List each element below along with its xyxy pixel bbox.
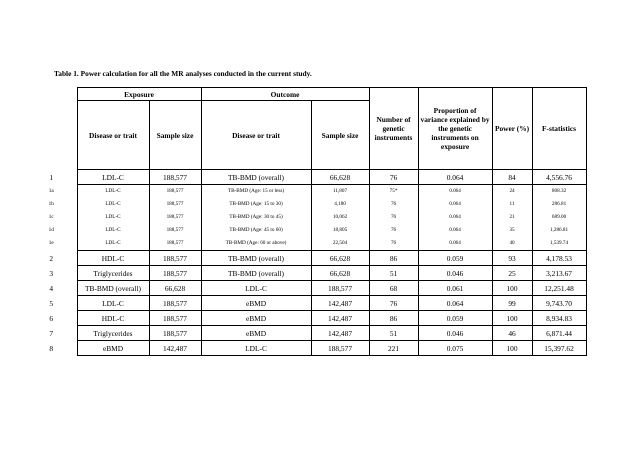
proportion-variance: 0.064 xyxy=(418,170,492,185)
table-caption: Table 1. Power calculation for all the MR analyses conducted in the current study. xyxy=(54,69,312,78)
f-statistic: 1,286.81 xyxy=(532,224,586,237)
header-f-statistics: F-statistics xyxy=(532,88,586,170)
proportion-variance: 0.059 xyxy=(418,251,492,266)
number-of-instruments: 76 xyxy=(369,224,418,237)
outcome-trait: TB-BMD (overall) xyxy=(201,251,311,266)
proportion-variance: 0.046 xyxy=(418,266,492,281)
f-statistic: 12,251.48 xyxy=(532,281,586,296)
exposure-sample-size: 66,628 xyxy=(149,281,201,296)
exposure-trait: LDL-C xyxy=(77,211,149,224)
exposure-trait: LDL-C xyxy=(77,296,149,311)
number-of-instruments: 76 xyxy=(369,211,418,224)
outcome-sample-size: 66,628 xyxy=(311,170,369,185)
proportion-variance: 0.064 xyxy=(418,211,492,224)
number-of-instruments: 68 xyxy=(369,281,418,296)
header-outcome: Outcome xyxy=(201,88,369,101)
outcome-sample-size: 22,504 xyxy=(311,237,369,251)
header-row-groups xyxy=(26,88,586,101)
proportion-variance: 0.061 xyxy=(418,281,492,296)
row-id: 5 xyxy=(26,296,77,311)
power-value: 24 xyxy=(492,185,532,199)
header-exposure-trait: Disease or trait xyxy=(77,101,149,170)
outcome-trait: LDL-C xyxy=(201,341,311,356)
exposure-trait: LDL-C xyxy=(77,224,149,237)
table-row xyxy=(26,266,586,281)
f-statistic: 4,178.53 xyxy=(532,251,586,266)
table-body xyxy=(26,170,586,356)
outcome-trait: TB-BMD (overall) xyxy=(201,170,311,185)
outcome-trait: TB-BMD (overall) xyxy=(201,266,311,281)
exposure-trait: LDL-C xyxy=(77,185,149,199)
row-id: 1b xyxy=(48,201,54,207)
f-statistic: 286.81 xyxy=(532,198,586,211)
exposure-sample-size: 188,577 xyxy=(149,251,201,266)
exposure-sample-size: 188,577 xyxy=(149,185,201,199)
proportion-variance: 0.064 xyxy=(418,224,492,237)
f-statistic: 689.00 xyxy=(532,211,586,224)
f-statistic: 9,743.70 xyxy=(532,296,586,311)
table-row xyxy=(26,296,586,311)
header-outcome-trait: Disease or trait xyxy=(201,101,311,170)
outcome-sample-size: 142,487 xyxy=(311,296,369,311)
header-proportion-variance: Proportion of variance explained by the genetic instruments on exposure xyxy=(418,88,492,170)
row-id: 2 xyxy=(26,251,77,266)
f-statistic: 8,934.83 xyxy=(532,311,586,326)
outcome-trait: TB-BMD (Age: 45 to 60) xyxy=(201,224,311,237)
f-statistic: 4,556.76 xyxy=(532,170,586,185)
f-statistic: 3,213.67 xyxy=(532,266,586,281)
table-row xyxy=(26,198,586,211)
row-id: 3 xyxy=(26,266,77,281)
power-value: 21 xyxy=(492,211,532,224)
outcome-sample-size: 10,062 xyxy=(311,211,369,224)
exposure-sample-size: 188,577 xyxy=(149,170,201,185)
exposure-trait: HDL-C xyxy=(77,251,149,266)
row-id: 1 xyxy=(26,170,77,185)
proportion-variance: 0.064 xyxy=(418,237,492,251)
header-exposure: Exposure xyxy=(77,88,201,101)
table-row xyxy=(26,326,586,341)
header-exposure-sample-size: Sample size xyxy=(149,101,201,170)
number-of-instruments: 86 xyxy=(369,251,418,266)
outcome-sample-size: 142,487 xyxy=(311,311,369,326)
f-statistic: 15,397.62 xyxy=(532,341,586,356)
exposure-sample-size: 188,577 xyxy=(149,266,201,281)
outcome-sample-size: 66,628 xyxy=(311,251,369,266)
power-value: 100 xyxy=(492,281,532,296)
outcome-trait: TB-BMD (Age: 30 to 45) xyxy=(201,211,311,224)
outcome-sample-size: 18,805 xyxy=(311,224,369,237)
power-value: 99 xyxy=(492,296,532,311)
outcome-sample-size: 188,577 xyxy=(311,341,369,356)
table-row xyxy=(26,224,586,237)
exposure-sample-size: 188,577 xyxy=(149,326,201,341)
number-of-instruments: 51 xyxy=(369,266,418,281)
outcome-trait: eBMD xyxy=(201,311,311,326)
outcome-sample-size: 4,180 xyxy=(311,198,369,211)
outcome-trait: eBMD xyxy=(201,296,311,311)
power-value: 100 xyxy=(492,311,532,326)
header-number-of-instruments: Number of genetic instruments xyxy=(369,88,418,170)
number-of-instruments: 76 xyxy=(369,237,418,251)
exposure-trait: TB-BMD (overall) xyxy=(77,281,149,296)
proportion-variance: 0.064 xyxy=(418,296,492,311)
outcome-trait: LDL-C xyxy=(201,281,311,296)
outcome-sample-size: 142,487 xyxy=(311,326,369,341)
proportion-variance: 0.075 xyxy=(418,341,492,356)
power-value: 93 xyxy=(492,251,532,266)
table-row xyxy=(26,185,586,199)
f-statistic: 1,539.74 xyxy=(532,237,586,251)
number-of-instruments: 51 xyxy=(369,326,418,341)
power-value: 40 xyxy=(492,237,532,251)
header-power: Power (%) xyxy=(492,88,532,170)
number-of-instruments: 75* xyxy=(369,185,418,199)
row-id: 8 xyxy=(26,341,77,356)
row-id: 1c xyxy=(48,214,54,220)
exposure-trait: HDL-C xyxy=(77,311,149,326)
exposure-trait: Triglycerides xyxy=(77,266,149,281)
power-value: 100 xyxy=(492,341,532,356)
proportion-variance: 0.059 xyxy=(418,311,492,326)
exposure-sample-size: 142,487 xyxy=(149,341,201,356)
outcome-sample-size: 66,628 xyxy=(311,266,369,281)
exposure-trait: LDL-C xyxy=(77,198,149,211)
header-blank xyxy=(26,88,77,170)
number-of-instruments: 76 xyxy=(369,170,418,185)
table-row xyxy=(26,211,586,224)
power-value: 25 xyxy=(492,266,532,281)
proportion-variance: 0.046 xyxy=(418,326,492,341)
exposure-sample-size: 188,577 xyxy=(149,237,201,251)
outcome-sample-size: 188,577 xyxy=(311,281,369,296)
number-of-instruments: 221 xyxy=(369,341,418,356)
outcome-sample-size: 11,807 xyxy=(311,185,369,199)
exposure-trait: LDL-C xyxy=(77,237,149,251)
exposure-sample-size: 188,577 xyxy=(149,198,201,211)
table-row xyxy=(26,281,586,296)
table-row xyxy=(26,251,586,266)
table-row xyxy=(26,170,586,185)
number-of-instruments: 86 xyxy=(369,311,418,326)
exposure-sample-size: 188,577 xyxy=(149,211,201,224)
power-value: 11 xyxy=(492,198,532,211)
power-value: 84 xyxy=(492,170,532,185)
exposure-trait: LDL-C xyxy=(77,170,149,185)
outcome-trait: TB-BMD (Age: 15 to 30) xyxy=(201,198,311,211)
exposure-sample-size: 188,577 xyxy=(149,224,201,237)
power-calculation-table xyxy=(26,87,587,356)
row-id: 7 xyxy=(26,326,77,341)
power-value: 35 xyxy=(492,224,532,237)
table-row xyxy=(26,341,586,356)
exposure-sample-size: 188,577 xyxy=(149,296,201,311)
number-of-instruments: 76 xyxy=(369,198,418,211)
row-id: 4 xyxy=(26,281,77,296)
table-row xyxy=(26,237,586,251)
proportion-variance: 0.064 xyxy=(418,198,492,211)
row-id: 6 xyxy=(26,311,77,326)
proportion-variance: 0.064 xyxy=(418,185,492,199)
exposure-sample-size: 188,577 xyxy=(149,311,201,326)
f-statistic: 6,871.44 xyxy=(532,326,586,341)
header-outcome-sample-size: Sample size xyxy=(311,101,369,170)
outcome-trait: TB-BMD (Age: 15 or less) xyxy=(201,185,311,199)
row-id: 1d xyxy=(48,227,54,233)
f-statistic: 808.32 xyxy=(532,185,586,199)
number-of-instruments: 76 xyxy=(369,296,418,311)
outcome-trait: eBMD xyxy=(201,326,311,341)
row-id: 1e xyxy=(48,240,54,247)
outcome-trait: TB-BMD (Age: 60 or above) xyxy=(201,237,311,251)
exposure-trait: eBMD xyxy=(77,341,149,356)
exposure-trait: Triglycerides xyxy=(77,326,149,341)
table-row xyxy=(26,311,586,326)
row-id: 1a xyxy=(48,187,54,194)
power-value: 46 xyxy=(492,326,532,341)
